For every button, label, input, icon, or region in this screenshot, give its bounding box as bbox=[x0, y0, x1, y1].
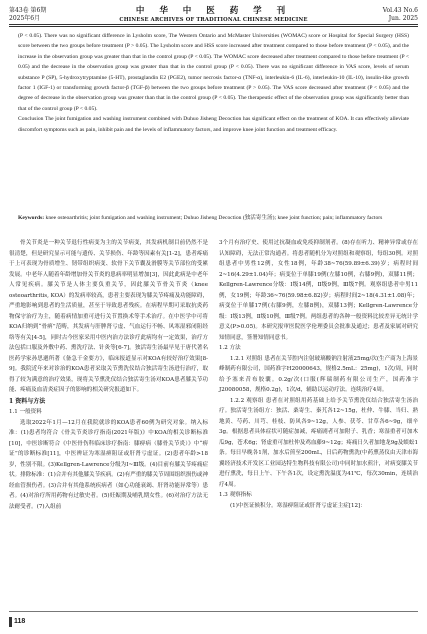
abstract-conclusion-paragraph: Conclusion The joint fumigation and washing instrument combined with Duhuo Jisheng Decoction has significant effect on the treatment of KOA. It can effectively alleviate discomfort symptoms such as pain, inhibit pain and the levels of inflammatory factors, and improve knee joint function and treatment efficacy. bbox=[18, 116, 409, 133]
control-group-paragraph: 1.2.1 对照组 患者在关节腔内注射玻璃酸钠注射液25mg/次(生产商为上海景峰制药有限公司，国药准字H20000643，规格2.5mL：25mg)，1次/周，同时给予塞来昔布胶囊。0.2g/次(口服(辉瑞制药有限公司生产，国药准字J20080058，规格0.2g)，1次/d，辅助以运动疗法。连续治疗4周。 bbox=[219, 355, 418, 393]
abstract-results-paragraph: (P < 0.05). There was no significant difference in Lysholm score, The Western Ontario and McMaster Universities (WOMAC) score or Hospital for Special Surgery (HSS) score between the two groups before treatment (P > 0.05). The Lysholm score and HSS score increased after treatment compared to those before treatment (P < 0.05), and the increase in the observation group was greater than that in the control group (P < 0.05). The WOMAC score decreased after treatment compared to those before treatment (P < 0.05) and the decrease in the observation group was greater than that in the control group (P < 0.05). There was no significant difference in VAS score, levels of serum substance P (SP), 5-hydroxytryptamine (5-HT), prostaglandin E2 (PGE2), tumor necrosis factor-α (TNF-α), interleukin-6 (IL-6), interleukin-10 (IL-10), insulin-like growth factor 1 (IGF-1) or transforming growth factor-β (TGF-β) between the two groups before treatment (P > 0.05). The VAS score decreased after treatment (P < 0.05) and the degree of decrease in the observation group was greater than that in the control group (P < 0.05). The therapeutic effect of the observation group was significantly better than that of the control group (P < 0.05). bbox=[18, 33, 409, 112]
date-en: Jun. 2025 bbox=[388, 15, 418, 22]
left-column bbox=[9, 238, 208, 512]
header-rule-thick bbox=[9, 24, 418, 25]
english-abstract bbox=[18, 31, 409, 135]
section-heading-materials-methods: 1 资料与方法 bbox=[9, 397, 46, 405]
subsection-heading-methods: 1.2 方法 bbox=[219, 345, 241, 351]
general-data-paragraph: 选取2022年1月—12月在我院就诊的KOA患者60例为研究对象。纳入标准：(1)患者均符合《骨关节炎诊疗指南(2021年版)》中KOA的相关诊断标准[10]，中医诊断符合《中医骨伤科临床诊疗指南：膝痹病（膝骨关节炎）》中“痹证”的诊断标准[11]，中医辨证为寒湿痹阻证或肝肾亏虚证。(2)患者年龄>18岁，性别不限。(3)Kellgren-Lawrence分级为I~Ⅲ级。(4)目前有膝关节疼痛症状。排除标准：(1)合并有其他膝关节疾病。(2)有严重的膝关节周围组织损伤或神经血管损伤者。(3)合并有其他系统疾病者（如心功能衰竭、肝肾功能异常等）患者。(4)对治疗所用药物有过敏史者。(5)妊娠期及哺乳期女性。(6)对治疗方法无法耐受者。(7)入组前 bbox=[9, 419, 208, 510]
header-right bbox=[383, 7, 418, 23]
journal-title-cn: 中 华 中 医 药 学 刊 bbox=[135, 6, 292, 16]
observation-group-paragraph: 1.2.2 观察组 患者在对照组用药基础上给予关节熏洗仪结合独活寄生汤治疗。独活寄生汤组方：独活、桑寄生、秦艽各12~15g，杜仲、牛膝、当归、熟地黄、芍药、川芎、桂枝、防风各9~12g，人参、茯苓、甘草各6~9g，细辛3g。根据患者具体症状可随症加减，疼痛剧者可加附子、乳香；寒湿重者可加木瓜9g，苍术6g；肾虚重可加杜仲及鸡血藤9~12g；疼痛日久者加地龙9g及蜈蚣1条。每日早晚各1剂，加水后煎至200mL，日后药物熏洗(中药熏蒸仪由天津市海翼经济技术开发区工业园达特生物科技有限公司)中同时加水煎汁，对病变膝关节进行熏洗，每日上午、下午各1次，设定熏洗温度为41℃，每次30min，连续治疗4周。 bbox=[219, 397, 418, 488]
grouping-paragraph: 3个月有治疗史、使用过抗凝血或免疫抑制剂者。(8)存在听力、精神异常或存在认知障碍，无法正常沟通者。将患者随机分为对照组和观察组，每组30例。对照组患者中男性12例，女性18例，年龄38~76(59.89±6.39)岁；病程时间2~16(4.29±1.04)年；病变位于单膝19例(左膝10例，右膝9例)，双膝11例；Kellgren-Lawrence分级：I级14例，Ⅱ级9例，Ⅲ级7例。观察组患者中男11例，女19例；年龄36~76(59.98±6.82)岁；病程时间2~18(4.31±1.08)年；病变位于单膝17例(右膝9例，左膝8例)，双膝13例；Kellgren-Lawrence分级：I级13例，Ⅱ级10例，Ⅲ级7例。两组患者的各种一般资料比较差异无统计学意义(P>0.05)。本研究报审医院医学伦理委员会批准及通过；患者及家属对研究知情同意，签署知情同意书。 bbox=[219, 240, 418, 341]
right-column bbox=[219, 238, 418, 511]
subsection-heading-general-data: 1.1 一般资料 bbox=[9, 409, 42, 415]
keywords bbox=[18, 213, 409, 223]
journal-title-en: CHINESE ARCHIVES OF TRADITIONAL CHINESE MEDICINE bbox=[119, 17, 308, 23]
subsection-heading-indicators: 1.3 观察指标 bbox=[219, 492, 252, 498]
header-rule-thin bbox=[9, 26, 418, 27]
volume-en: Vol.43 No.6 bbox=[382, 7, 418, 14]
footer-rule bbox=[9, 611, 418, 612]
keywords-text: knee osteoarthritis; joint fumigation and washing instrument; Duhuo Jisheng Decoction (独活寄生汤); knee joint function; pain; inflammatory factors bbox=[45, 215, 383, 221]
page-marker bbox=[9, 617, 12, 627]
indicators-paragraph: (1)中医证候积分。寒湿痹阻证或肝肾亏虚证主症[12]： bbox=[230, 502, 366, 509]
body-columns bbox=[9, 238, 418, 606]
page-number: 118 bbox=[14, 618, 26, 625]
running-header bbox=[9, 6, 418, 32]
keywords-label: Keywords: bbox=[18, 215, 45, 221]
header-center bbox=[9, 6, 418, 24]
volume-cn: 第43卷 第6期 bbox=[9, 7, 47, 14]
intro-paragraph: 骨关节炎是一种关节退行性病变为主的关节病变，其发病机制目前仍然不是很清楚，但是研究显示可能与遗传、关节损伤、年龄等因素有关[1-2]，患者疼痛于上可表现为骨质增生、韧带组织病变、软骨下关节囊及滑膜等关节部位的受累发展。中老年人随着年龄增加骨关节炎的患病率明显增加[3]，因此此病是中老年人常见疾病。膝关节是人体主要负重关节，因此膝关节骨关节炎（knee osteoarthritis, KOA）的发病率较高，患者主要表现为膝关节疼痛及功能障碍，严重地影响到患者的生活质量，甚至于导致患者残疾。在病程早期可采取抗炎药物保守治疗为主，随着病情加重可进行关节置换术等手术治疗。在中医学中可将KOA归纳到“骨痹”范畴，其发病与肝脾肾亏虚、气血运行不畅、风寒湿邪闭阻经络等有关[4-5]，同时古今医家采用中医内治方法诊疗此病均有一定效果，治疗方法包括口服及外敷中药、熏洗疗法、针灸等[6-7]。独活寄生汤最早见于唐代著名医药学家孙思邈所著《备急千金要方》，临床报道显示对KOA有较好治疗效果[8-9]。我院近年来对诊治的KOA患者采取关节熏洗仪结合独活寄生汤进行治疗，取得了较为满意的治疗效果，现将关节熏洗仪结合独活寄生汤对KOA患者膝关节功能、疼痛及血清炎症因子的影响的相关研究报道如下。 bbox=[9, 240, 208, 393]
date-cn: 2025年6月 bbox=[9, 15, 41, 22]
